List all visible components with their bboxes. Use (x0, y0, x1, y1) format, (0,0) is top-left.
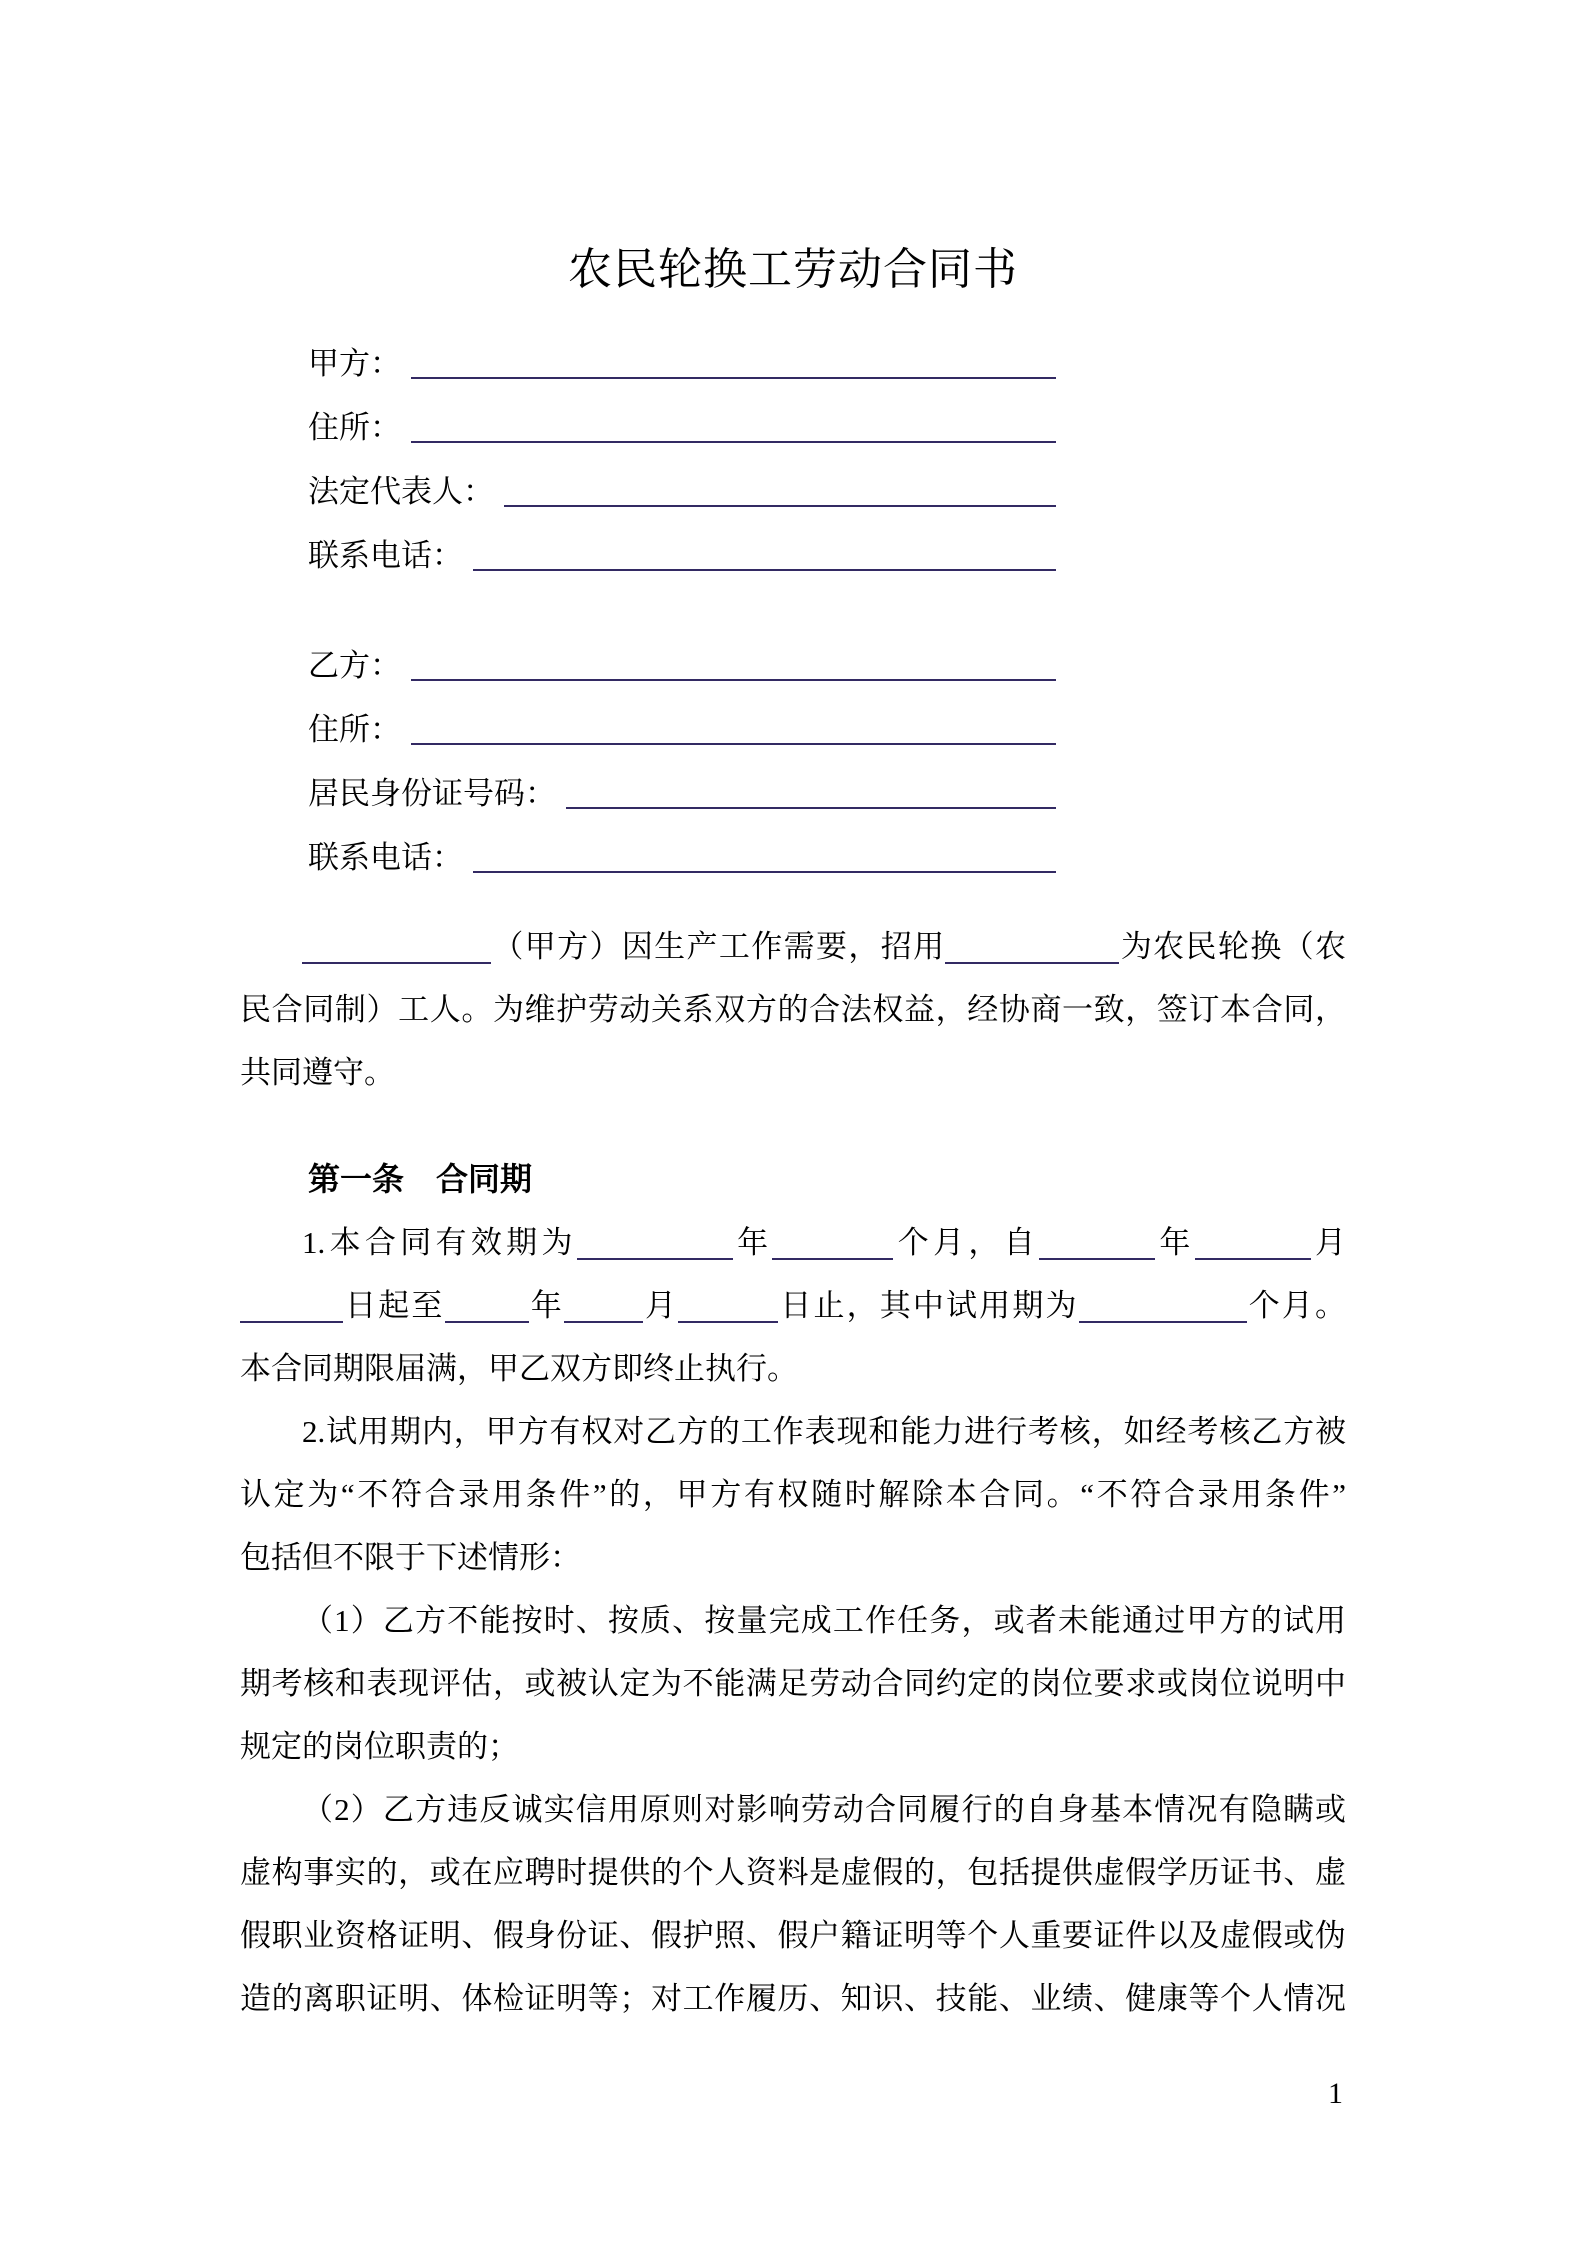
fill-in-blank (1195, 1228, 1311, 1260)
field-underline (504, 505, 1056, 507)
text-segment: 民合同制）工人。为维护劳动关系双方的合法权益，经协商一致，签订本合同， (240, 992, 1346, 1027)
text-segment: 本合同期限届满，甲乙双方即终止执行。 (240, 1351, 798, 1386)
text-segment: 日止，其中试用期为 (778, 1288, 1079, 1323)
text-segment: 月 (1310, 1225, 1347, 1260)
text-segment: 个月。 (1246, 1288, 1347, 1323)
paragraph-line (240, 1337, 1346, 1400)
text-segment: 年 (732, 1225, 773, 1260)
field-label: 联系电话： (308, 537, 463, 573)
paragraph-line (240, 1400, 1346, 1463)
fill-in-blank (945, 932, 1119, 964)
field-underline (473, 569, 1056, 571)
text-segment: 共同遵守。 (240, 1055, 395, 1090)
intro-paragraph (240, 915, 1346, 1104)
fill-in-blank (577, 1228, 733, 1260)
field-row (240, 320, 1056, 384)
text-segment: 期考核和表现评估，或被认定为不能满足劳动合同约定的岗位要求或岗位说明中 (240, 1666, 1346, 1701)
fill-in-blank (678, 1291, 778, 1323)
field-row (240, 448, 1056, 512)
paragraph-line (240, 1211, 1346, 1274)
text-segment: 年 (528, 1288, 564, 1323)
field-label: 甲方： (308, 345, 401, 381)
paragraph-line (240, 978, 1346, 1041)
text-segment: 个月，自 (893, 1225, 1040, 1260)
paragraph-line (240, 1715, 1346, 1778)
fill-in-blank (1079, 1291, 1247, 1323)
field-underline (411, 679, 1056, 681)
paragraph-line (240, 1589, 1346, 1652)
fill-in-blank (240, 1291, 343, 1323)
field-row (240, 814, 1056, 878)
field-row (240, 512, 1056, 576)
fill-in-blank (302, 932, 491, 964)
text-segment: 月 (642, 1288, 679, 1323)
page-number: 1 (1328, 2077, 1343, 2110)
article-1-heading: 第一条 合同期 (308, 1161, 533, 1197)
field-row (240, 750, 1056, 814)
paragraph-line (240, 1274, 1346, 1337)
text-segment: 虚构事实的，或在应聘时提供的个人资料是虚假的，包括提供虚假学历证书、虚 (240, 1855, 1346, 1890)
fill-in-blank (564, 1291, 643, 1323)
text-segment: 1.本合同有效期为 (302, 1225, 577, 1260)
fill-in-blank (445, 1291, 529, 1323)
text-segment: 日起至 (343, 1288, 445, 1323)
field-underline (411, 441, 1056, 443)
party-a-field-list (240, 320, 1056, 576)
text-segment: 包括但不限于下述情形： (240, 1540, 581, 1575)
document-title: 农民轮换工劳动合同书 (568, 245, 1018, 294)
field-underline (411, 377, 1056, 379)
text-segment: （2）乙方违反诚实信用原则对影响劳动合同履行的自身基本情况有隐瞒或 (302, 1792, 1346, 1827)
field-label: 居民身份证号码： (308, 775, 556, 811)
fill-in-blank (772, 1228, 893, 1260)
party-b-field-list (240, 622, 1056, 878)
text-segment: 规定的岗位职责的； (240, 1729, 519, 1764)
field-label: 住所： (308, 409, 401, 445)
text-segment: 认定为“不符合录用条件”的，甲方有权随时解除本合同。“不符合录用条件” (240, 1477, 1346, 1512)
field-row (240, 622, 1056, 686)
paragraph-line (240, 1967, 1346, 2030)
field-label: 住所： (308, 711, 401, 747)
field-label: 联系电话： (308, 839, 463, 875)
paragraph-line (240, 1652, 1346, 1715)
text-segment: 年 (1155, 1225, 1195, 1260)
field-underline (411, 743, 1056, 745)
field-label: 法定代表人： (308, 473, 494, 509)
text-segment: 为农民轮换（农 (1119, 929, 1346, 964)
text-segment: （甲方）因生产工作需要，招用 (491, 929, 946, 964)
paragraph-line (240, 1041, 1346, 1104)
article-1-body (240, 1211, 1346, 2030)
paragraph-line (240, 1904, 1346, 1967)
field-underline (473, 871, 1056, 873)
paragraph-line (240, 1778, 1346, 1841)
field-label: 乙方： (308, 647, 401, 683)
paragraph-line (240, 1526, 1346, 1589)
paragraph-line (240, 1841, 1346, 1904)
field-row (240, 384, 1056, 448)
field-row (240, 686, 1056, 750)
text-segment: （1）乙方不能按时、按质、按量完成工作任务，或者未能通过甲方的试用 (302, 1603, 1346, 1638)
paragraph-line (240, 1463, 1346, 1526)
fill-in-blank (1039, 1228, 1155, 1260)
text-segment: 造的离职证明、体检证明等；对工作履历、知识、技能、业绩、健康等个人情况 (240, 1981, 1346, 2016)
page-content (240, 0, 1346, 2030)
paragraph-line (240, 915, 1346, 978)
text-segment: 2.试用期内，甲方有权对乙方的工作表现和能力进行考核，如经考核乙方被 (302, 1414, 1346, 1449)
field-underline (566, 807, 1056, 809)
text-segment: 假职业资格证明、假身份证、假护照、假户籍证明等个人重要证件以及虚假或伪 (240, 1918, 1346, 1953)
